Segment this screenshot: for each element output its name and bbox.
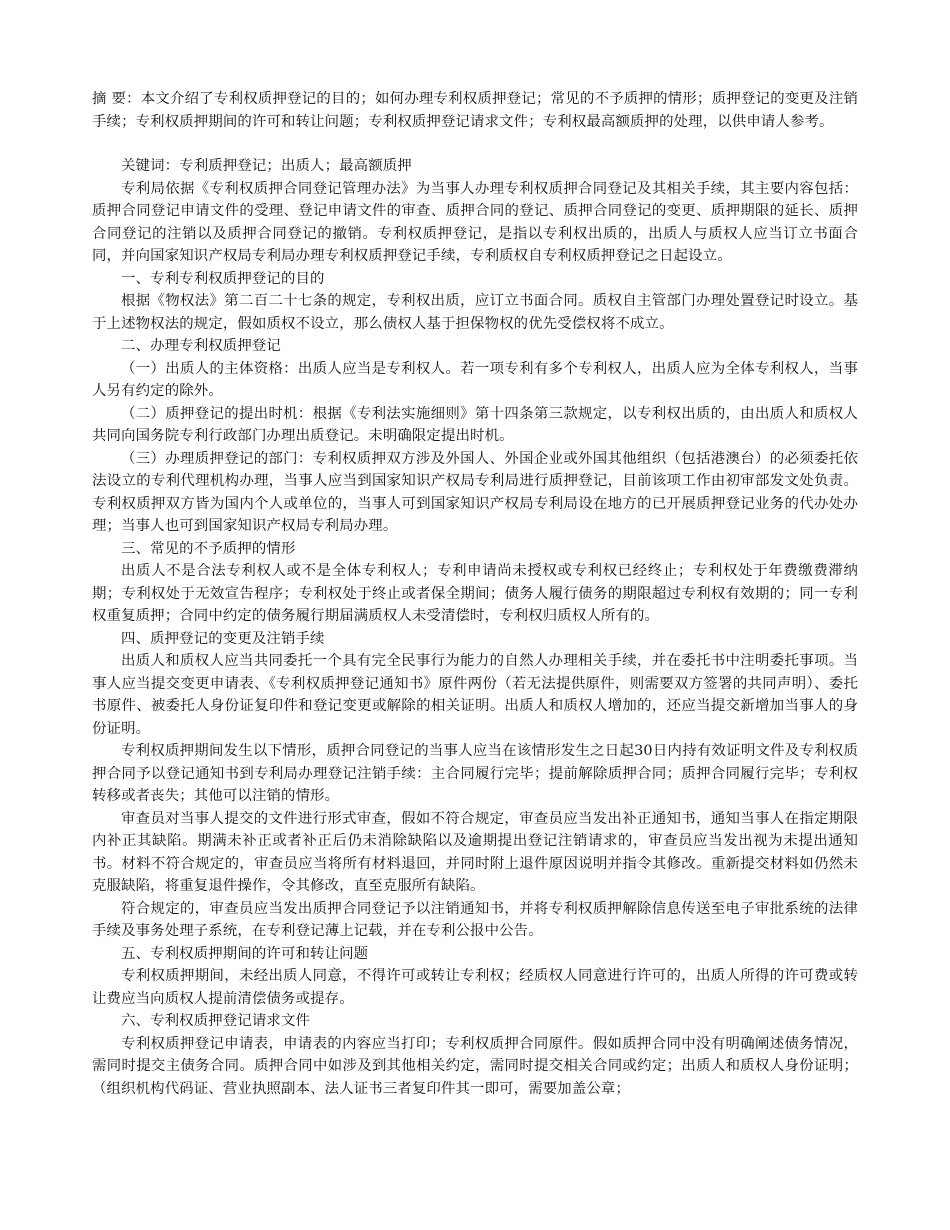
section-5-paragraph: 专利权质押期间，未经出质人同意，不得许可或转让专利权；经质权人同意进行许可的，出质人所得的许可费或转让费应当向质权人提前清偿债务或提存。 (92, 968, 858, 1007)
section-6-paragraph: 专利权质押登记申请表，申请表的内容应当打印；专利权质押合同原件。假如质押合同中没有明确阐述债务情况，需同时提交主债务合同。质押合同中如涉及到其他相关约定，需同时提交相关合同或约定；出质人和质权人身份证明；（组织机构代码证、营业执照副本、法人证书三者复印件其一即可，需要加盖公章； (92, 1035, 858, 1097)
section-heading-3: 三、常见的不予质押的情形 (121, 540, 296, 557)
section-3-paragraph: 出质人不是合法专利权人或不是全体专利权人；专利申请尚未授权或专利权已经终止；专利权处于年费缴费滞纳期；专利权处于无效宣告程序；专利权处于终止或者保全期间；债务人履行债务的期限超过专利权有效期的；同一专利权重复质押；合同中约定的债务履行期届满质权人未受清偿时，专利权归质权人所有的。 (92, 563, 858, 624)
section-4-paragraph-3: 审查员对当事人提交的文件进行形式审查，假如不符合规定，审查员应当发出补正通知书，通知当事人在指定期限内补正其缺陷。期满未补正或者补正后仍未消除缺陷以及逾期提出登记注销请求的，审查员应当发出视为未提出通知书。材料不符合规定的，审查员应当将所有材料退回，并同时附上退件原因说明并指令其修改。重新提交材料如仍然未克服缺陷，将重复退件操作，令其修改，直至克服所有缺陷。 (92, 810, 858, 894)
section-2-paragraph-1: （一）出质人的主体资格：出质人应当是专利权人。若一项专利有多个专利权人，出质人应为全体专利权人，当事人另有约定的除外。 (92, 360, 858, 399)
section-heading-1: 一、专利专利权质押登记的目的 (121, 270, 325, 287)
section-heading-2: 二、办理专利权质押登记 (121, 338, 281, 354)
section-heading-4: 四、质押登记的变更及注销手续 (121, 630, 325, 647)
abstract: 摘 要：本文介绍了专利权质押登记的目的；如何办理专利权质押登记；常见的不予质押的情形；质押登记的变更及注销手续；专利权质押期间的许可和转让问题；专利权质押登记请求文件；专利权最高额质押的处理，以供申请人参考。 (92, 91, 858, 130)
section-1-paragraph: 根据《物权法》第二百二十七条的规定，专利权出质，应订立书面合同。质权自主管部门办理处置登记时设立。基于上述物权法的规定，假如质权不设立，那么债权人基于担保物权的优先受偿权将不成立。 (92, 293, 858, 332)
section-heading-6: 六、专利权质押登记请求文件 (121, 1013, 311, 1029)
section-4-paragraph-1: 出质人和质权人应当共同委托一个具有完全民事行为能力的自然人办理相关手续，并在委托书中注明委托事项。当事人应当提交变更申请表、《专利权质押登记通知书》原件两份（若无法提供原件，则需要双方签署的共同声明）、委托书原件、被委托人身份证复印件和登记变更或解除的相关证明。出质人和质权人增加的，还应当提交新增加当事人的身份证明。 (92, 653, 858, 737)
section-2-paragraph-3: （三）办理质押登记的部门：专利权质押双方涉及外国人、外国企业或外国其他组织（包括港澳台）的必须委托依法设立的专利代理机构办理，当事人应当到国家知识产权局专利局进行质押登记，目前该项工作由初审部发文处负责。专利权质押双方皆为国内个人或单位的，当事人可到国家知识产权局专利局设在地方的已开展质押登记业务的代办处办理；当事人也可到国家知识产权局专利局办理。 (92, 450, 858, 534)
section-4-paragraph-4: 符合规定的，审查员应当发出质押合同登记予以注销通知书，并将专利权质押解除信息传送至电子审批系统的法律手续及事务处理子系统，在专利登记薄上记载，并在专利公报中公告。 (92, 900, 858, 939)
section-heading-5: 五、专利权质押期间的许可和转让问题 (121, 945, 369, 962)
keywords: 关键词：专利质押登记；出质人；最高额质押 (121, 158, 412, 174)
section-4-paragraph-2: 专利权质押期间发生以下情形，质押合同登记的当事人应当在该情形发生之日起30日内持有效证明文件及专利权质押合同予以登记通知书到专利局办理登记注销手续：主合同履行完毕；提前解除质押合同；质押合同履行完毕；专利权转移或者丧失；其他可以注销的情形。 (92, 743, 858, 804)
intro-paragraph: 专利局依据《专利权质押合同登记管理办法》为当事人办理专利权质押合同登记及其相关手续，其主要内容包括：质押合同登记申请文件的受理、登记申请文件的审查、质押合同的登记、质押合同登记的变更、质押期限的延长、质押合同登记的注销以及质押合同登记的撤销。专利权质押登记，是指以专利权出质的，出质人与质权人应当订立书面合同，并向国家知识产权局专利局办理专利权质押登记手续，专利质权自专利权质押登记之日起设立。 (92, 180, 858, 264)
section-2-paragraph-2: （二）质押登记的提出时机：根据《专利法实施细则》第十四条第三款规定，以专利权出质的，由出质人和质权人共同向国务院专利行政部门办理出质登记。未明确限定提出时机。 (92, 405, 858, 444)
